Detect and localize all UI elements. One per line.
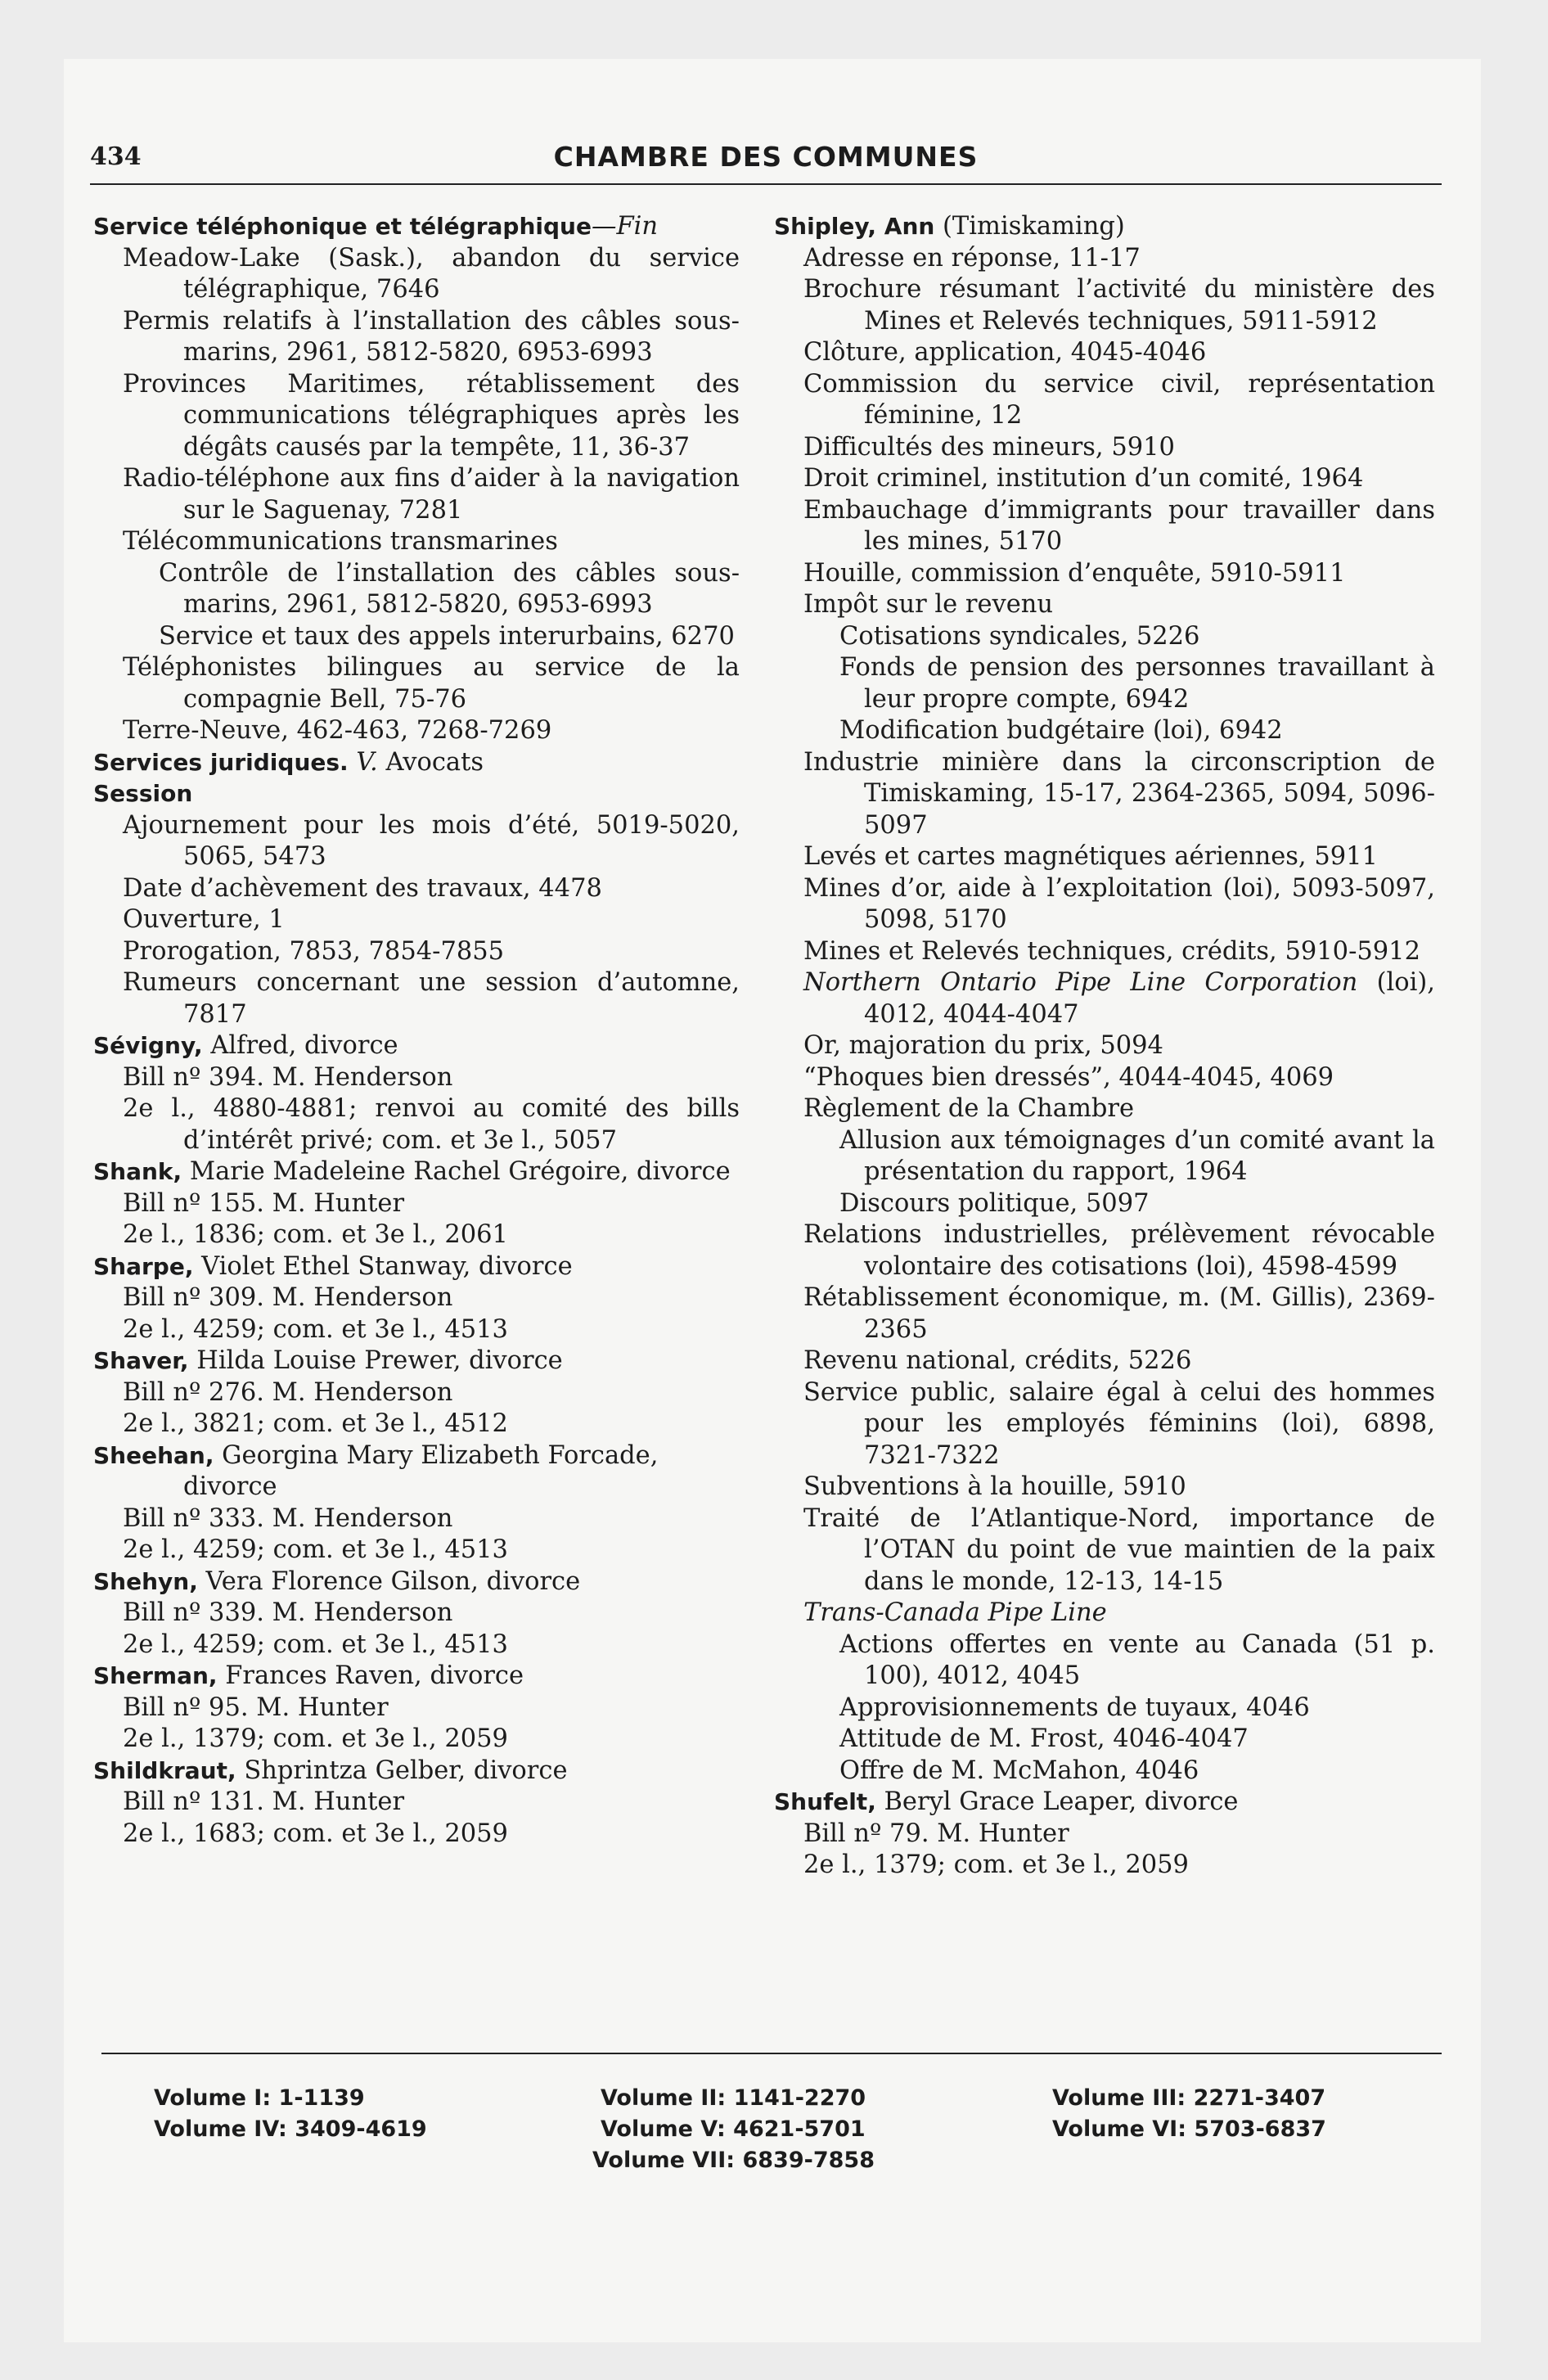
index-subentry: Relations industrielles, prélèvement révocable volontaire des cotisations (loi), 4598-4599 bbox=[803, 1220, 1435, 1281]
index-sub-subentry: Actions offertes en vente au Canada (51 p. 100), 4012, 4045 bbox=[839, 1629, 1435, 1690]
index-subentry: 2e l., 1379; com. et 3e l., 2059 bbox=[123, 1724, 508, 1753]
index-heading bbox=[93, 1756, 740, 1787]
index-sub-subentry: Attitude de M. Frost, 4046-4047 bbox=[839, 1724, 1249, 1753]
index-subentry: Date d’achèvement des travaux, 4478 bbox=[123, 873, 602, 903]
heading-detail: Beryl Grace Leaper, divorce bbox=[875, 1787, 1239, 1816]
index-subentry: Bill nº 394. M. Henderson bbox=[123, 1062, 453, 1092]
heading-italic-note: —Fin bbox=[591, 212, 659, 241]
index-sub-subentry: Service et taux des appels interurbains, 6270 bbox=[159, 621, 735, 651]
index-subentry: Télécommunications transmarines bbox=[123, 527, 558, 556]
index-heading bbox=[93, 1566, 740, 1598]
index-subentry: Bill nº 333. M. Henderson bbox=[123, 1503, 453, 1533]
index-subentry: Levés et cartes magnétiques aériennes, 5911 bbox=[803, 842, 1378, 871]
index-column-left bbox=[93, 211, 740, 1850]
page-header bbox=[90, 139, 1442, 185]
heading-detail: Violet Ethel Stanway, divorce bbox=[193, 1251, 573, 1281]
subentry-text: (loi), 4012, 4044-4047 bbox=[864, 968, 1436, 1029]
index-heading bbox=[93, 1346, 740, 1377]
index-heading bbox=[93, 1661, 740, 1693]
index-sub-subentry: Offre de M. McMahon, 4046 bbox=[839, 1756, 1199, 1785]
index-subentry: Terre-Neuve, 462-463, 7268-7269 bbox=[123, 716, 552, 745]
bottom-divider bbox=[101, 2053, 1442, 2054]
heading-name: Sherman, bbox=[93, 1662, 218, 1689]
index-heading bbox=[93, 747, 740, 779]
index-subentry: Rétablissement économique, m. (M. Gillis), 2369-2365 bbox=[803, 1283, 1435, 1344]
index-sub-subentry: Allusion aux témoignages d’un comité avant la présentation du rapport, 1964 bbox=[839, 1125, 1435, 1186]
index-sub-subentry: Discours politique, 5097 bbox=[839, 1188, 1150, 1218]
volume-index-footer bbox=[90, 2083, 1442, 2214]
heading-detail: Marie Madeleine Rachel Grégoire, divorce bbox=[182, 1157, 731, 1186]
index-subentry bbox=[774, 1598, 1435, 1629]
index-subentry: Bill nº 131. M. Hunter bbox=[123, 1787, 405, 1816]
heading-detail: Vera Florence Gilson, divorce bbox=[197, 1566, 581, 1596]
heading-detail: Shprintza Gelber, divorce bbox=[236, 1756, 568, 1785]
index-subentry: Service public, salaire égal à celui des hommes pour les employés féminins (loi), 6898, 7321-7322 bbox=[803, 1377, 1435, 1470]
index-subentry: Revenu national, crédits, 5226 bbox=[803, 1346, 1192, 1375]
index-subentry: Ajournement pour les mois d’été, 5019-5020, 5065, 5473 bbox=[123, 810, 740, 871]
index-subentry: Bill nº 155. M. Hunter bbox=[123, 1188, 405, 1218]
index-subentry: Commission du service civil, représentation féminine, 12 bbox=[803, 369, 1435, 430]
index-subentry: Bill nº 276. M. Henderson bbox=[123, 1377, 453, 1407]
index-subentry: Subventions à la houille, 5910 bbox=[803, 1472, 1186, 1501]
heading-name: Services juridiques. bbox=[93, 748, 349, 776]
index-subentry: Meadow-Lake (Sask.), abandon du service télégraphique, 7646 bbox=[123, 243, 740, 304]
index-subentry: Provinces Maritimes, rétablissement des communications télégraphiques après les dégâts causés par la tempête, 11, 36-37 bbox=[123, 369, 740, 462]
heading-name: Session bbox=[93, 780, 193, 807]
index-subentry: Ouverture, 1 bbox=[123, 905, 285, 934]
heading-detail: (Timiskaming) bbox=[934, 212, 1125, 241]
index-subentry: Adresse en réponse, 11-17 bbox=[803, 243, 1141, 273]
index-subentry: Rumeurs concernant une session d’automne, 7817 bbox=[123, 968, 740, 1029]
heading-name: Sheehan, bbox=[93, 1441, 214, 1469]
volume-1-range: Volume I: 1-1139 bbox=[154, 2085, 365, 2111]
index-subentry: Bill nº 309. M. Henderson bbox=[123, 1283, 453, 1312]
index-subentry: Brochure résumant l’activité du ministère des Mines et Relevés techniques, 5911-5912 bbox=[803, 275, 1435, 336]
heading-name: Shildkraut, bbox=[93, 1756, 236, 1784]
index-subentry: 2e l., 1836; com. et 3e l., 2061 bbox=[123, 1220, 508, 1249]
volume-7-range: Volume VII: 6839-7858 bbox=[592, 2148, 875, 2173]
heading-italic-note: V. bbox=[348, 747, 378, 777]
index-subentry bbox=[774, 967, 1435, 1030]
volume-2-range: Volume II: 1141-2270 bbox=[601, 2085, 866, 2111]
index-subentry: 2e l., 4880-4881; renvoi au comité des bills d’intérêt privé; com. et 3e l., 5057 bbox=[123, 1094, 740, 1155]
index-heading bbox=[93, 778, 740, 810]
index-subentry: 2e l., 1683; com. et 3e l., 2059 bbox=[123, 1819, 508, 1848]
index-sub-subentry: Cotisations syndicales, 5226 bbox=[839, 621, 1200, 651]
index-subentry: Mines et Relevés techniques, crédits, 5910-5912 bbox=[803, 936, 1420, 966]
index-subentry: Industrie minière dans la circonscription de Timiskaming, 15-17, 2364-2365, 5094, 5096-5097 bbox=[803, 747, 1435, 840]
index-subentry: Permis relatifs à l’installation des câbles sous-marins, 2961, 5812-5820, 6953-6993 bbox=[123, 306, 740, 367]
index-subentry: 2e l., 4259; com. et 3e l., 4513 bbox=[123, 1314, 508, 1344]
heading-name: Sévigny, bbox=[93, 1032, 203, 1059]
index-subentry: Or, majoration du prix, 5094 bbox=[803, 1031, 1163, 1060]
volume-5-range: Volume V: 4621-5701 bbox=[601, 2116, 866, 2142]
index-sub-subentry: Contrôle de l’installation des câbles sous-marins, 2961, 5812-5820, 6953-6993 bbox=[159, 558, 740, 619]
index-subentry: Embauchage d’immigrants pour travailler dans les mines, 5170 bbox=[803, 495, 1435, 556]
index-heading bbox=[93, 1156, 740, 1188]
index-subentry: Bill nº 339. M. Henderson bbox=[123, 1598, 453, 1627]
index-subentry: 2e l., 4259; com. et 3e l., 4513 bbox=[123, 1629, 508, 1659]
subentry-italic-title: Trans-Canada Pipe Line bbox=[803, 1598, 1107, 1627]
index-column-right bbox=[774, 211, 1435, 1882]
index-heading bbox=[93, 1251, 740, 1283]
heading-detail: Georgina Mary Elizabeth Forcade, divorce bbox=[183, 1440, 659, 1501]
volume-4-range: Volume IV: 3409-4619 bbox=[154, 2116, 427, 2142]
index-subentry: “Phoques bien dressés”, 4044-4045, 4069 bbox=[803, 1062, 1334, 1092]
index-subentry: Traité de l’Atlantique-Nord, importance de l’OTAN du point de vue maintien de la paix dans le monde, 12-13, 14-15 bbox=[803, 1503, 1435, 1596]
heading-detail: Frances Raven, divorce bbox=[217, 1661, 524, 1690]
index-subentry: Bill nº 79. M. Hunter bbox=[803, 1819, 1069, 1848]
index-sub-subentry: Approvisionnements de tuyaux, 4046 bbox=[839, 1693, 1310, 1722]
index-subentry: Téléphonistes bilingues au service de la compagnie Bell, 75-76 bbox=[123, 653, 740, 714]
index-subentry: 2e l., 3821; com. et 3e l., 4512 bbox=[123, 1409, 508, 1438]
index-subentry: Prorogation, 7853, 7854-7855 bbox=[123, 936, 505, 966]
page-title: CHAMBRE DES COMMUNES bbox=[553, 141, 979, 173]
index-heading bbox=[93, 1440, 740, 1503]
heading-name: Sharpe, bbox=[93, 1252, 194, 1280]
page-number: 434 bbox=[90, 142, 142, 171]
volume-3-range: Volume III: 2271-3407 bbox=[1052, 2085, 1326, 2111]
index-subentry: Radio-téléphone aux fins d’aider à la navigation sur le Saguenay, 7281 bbox=[123, 464, 740, 525]
heading-name: Shehyn, bbox=[93, 1567, 198, 1595]
heading-name: Shufelt, bbox=[774, 1788, 876, 1815]
index-heading bbox=[774, 1787, 1435, 1819]
volume-6-range: Volume VI: 5703-6837 bbox=[1052, 2116, 1326, 2142]
index-subentry: Impôt sur le revenu bbox=[803, 590, 1054, 619]
index-subentry: 2e l., 1379; com. et 3e l., 2059 bbox=[803, 1850, 1189, 1879]
index-subentry: Droit criminel, institution d’un comité, 1964 bbox=[803, 464, 1364, 493]
heading-name: Shaver, bbox=[93, 1347, 189, 1374]
heading-detail: Hilda Louise Prewer, divorce bbox=[188, 1346, 563, 1375]
heading-detail: Alfred, divorce bbox=[202, 1031, 398, 1060]
index-subentry: Bill nº 95. M. Hunter bbox=[123, 1693, 389, 1722]
index-subentry: Difficultés des mineurs, 5910 bbox=[803, 432, 1175, 462]
heading-cross-reference: Avocats bbox=[377, 747, 484, 777]
index-heading bbox=[93, 211, 740, 243]
index-heading bbox=[774, 211, 1435, 243]
heading-name: Shank, bbox=[93, 1158, 182, 1185]
index-sub-subentry: Fonds de pension des personnes travaillant à leur propre compte, 6942 bbox=[839, 653, 1435, 714]
index-subentry: Clôture, application, 4045-4046 bbox=[803, 338, 1207, 367]
index-subentry: Houille, commission d’enquête, 5910-5911 bbox=[803, 558, 1346, 588]
index-subentry: Mines d’or, aide à l’exploitation (loi), 5093-5097, 5098, 5170 bbox=[803, 873, 1435, 934]
heading-name: Service téléphonique et télégraphique bbox=[93, 213, 592, 240]
index-heading bbox=[93, 1030, 740, 1062]
index-subentry: 2e l., 4259; com. et 3e l., 4513 bbox=[123, 1535, 508, 1564]
index-subentry: Règlement de la Chambre bbox=[803, 1094, 1135, 1123]
index-sub-subentry: Modification budgétaire (loi), 6942 bbox=[839, 716, 1283, 745]
subentry-italic-title: Northern Ontario Pipe Line Corporation bbox=[803, 968, 1358, 997]
heading-name: Shipley, Ann bbox=[774, 213, 935, 240]
